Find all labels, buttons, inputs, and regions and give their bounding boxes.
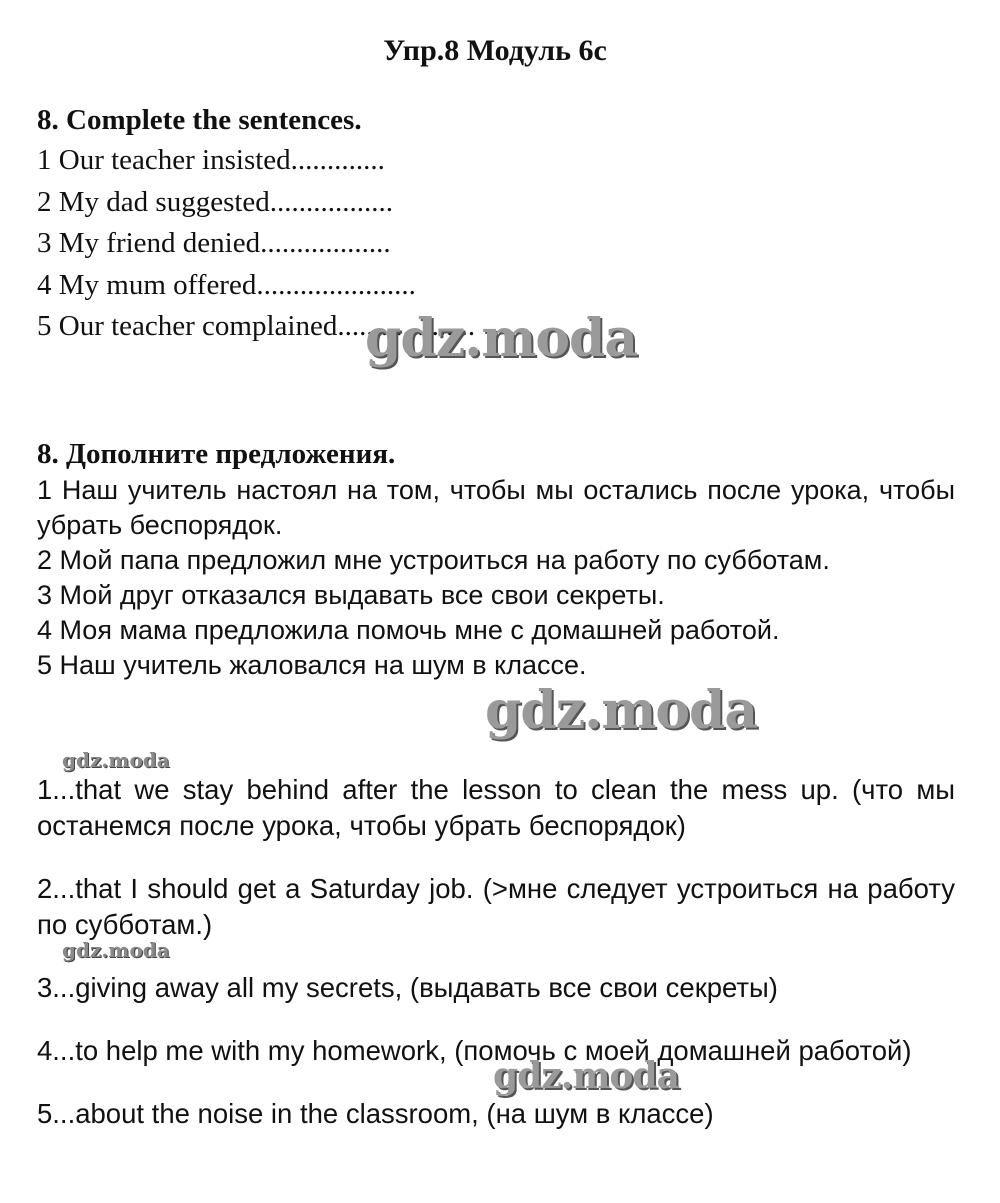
watermark: gdz.moda xyxy=(62,748,170,772)
exercise-item: 5 Наш учитель жаловался на шум в классе. xyxy=(37,650,587,680)
exercise-heading: 8. Дополните предложения. xyxy=(37,438,396,470)
exercise-heading: 8. Complete the sentences. xyxy=(37,104,362,136)
exercise-item: 4 Моя мама предложила помочь мне с домашней работой. xyxy=(37,615,780,645)
watermark: gdz.moda xyxy=(485,680,758,741)
page-title: Упр.8 Модуль 6с xyxy=(383,34,607,67)
answer-item: 4...to help me with my homework, (помочь с моей домашней работой) xyxy=(37,1035,912,1066)
watermark: gdz.moda xyxy=(365,308,638,369)
answer-item: 1...that we stay behind after the lesson to clean the mess up. (что мы останемся после урока, чтобы убрать беспорядок) xyxy=(37,774,955,841)
watermark: gdz.moda xyxy=(493,1055,679,1097)
answer-item: 5...about the noise in the classroom, (на шум в классе) xyxy=(37,1098,714,1129)
answers-list xyxy=(37,772,955,1159)
exercise-item: 4 My mum offered...................... xyxy=(37,268,416,301)
exercise-item: 2 My dad suggested................. xyxy=(37,185,394,218)
exercise-item: 2 Мой папа предложил мне устроиться на работу по субботам. xyxy=(37,545,830,575)
answer-item: 2...that I should get a Saturday job. (>мне следует устроиться на работу по субботам.) xyxy=(37,873,955,940)
exercise-item: 5 Our teacher complained................... xyxy=(37,310,476,342)
exercise-item: 1 Our teacher insisted............. xyxy=(37,144,385,176)
exercise-russian xyxy=(37,435,955,683)
watermark: gdz.moda xyxy=(62,938,170,962)
exercise-item: 1 Наш учитель настоял на том, чтобы мы остались после урока, чтобы убрать беспорядок. xyxy=(37,475,955,540)
exercise-item: 3 Мой друг отказался выдавать все свои секреты. xyxy=(37,580,665,610)
exercise-item: 3 My friend denied.................. xyxy=(37,227,391,259)
answer-item: 3...giving away all my secrets, (выдавать все свои секреты) xyxy=(37,972,778,1003)
exercise-english xyxy=(37,100,955,348)
